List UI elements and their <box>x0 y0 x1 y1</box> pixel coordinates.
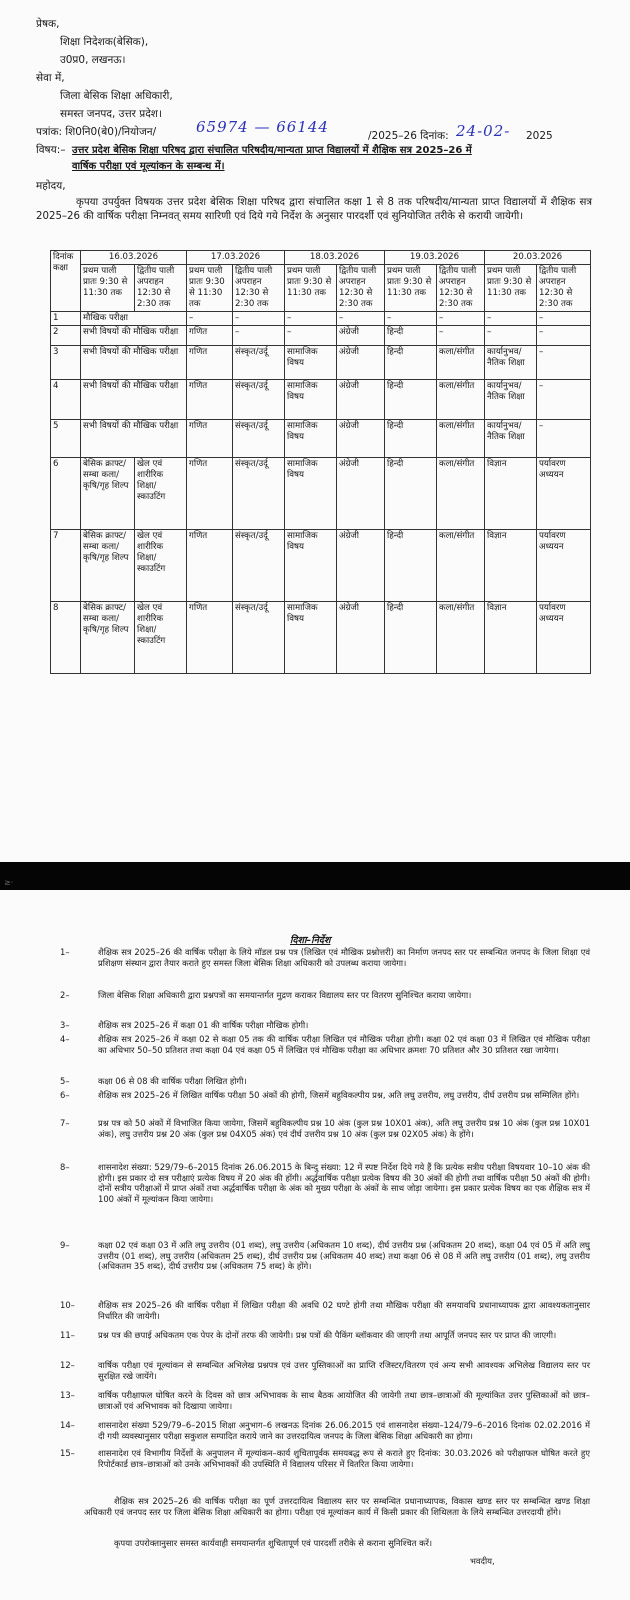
schedule-row <box>51 380 591 420</box>
subject-cell: खेल एवं शारीरिक शिक्षा/स्काउटिंग <box>135 530 187 602</box>
subject-cell: – <box>437 312 485 326</box>
subject-cell: कला/संगीत <box>437 602 485 674</box>
sender-name: शिक्षा निदेशक(बेसिक), <box>60 36 149 48</box>
subject-cell: विज्ञान <box>485 602 537 674</box>
shift-1-header: प्रथम पाली प्रातः 9:30 से 11:30 तक <box>485 265 537 312</box>
recipient-scope: समस्त जनपद, उत्तर प्रदेश। <box>60 108 162 120</box>
subject-cell: बेसिक क्राफ्ट/सम्बा कला/कृषि/गृह शिल्प <box>81 530 135 602</box>
schedule-row <box>51 312 591 326</box>
subject-cell: सामाजिक विषय <box>285 380 337 420</box>
reference-number-handwritten: 65974 — 66144 <box>196 118 329 136</box>
exam-schedule-table <box>50 250 591 674</box>
subject-cell: अंग्रेजी <box>337 346 385 380</box>
guideline-text: शासनादेश संख्या: 529/79–6–2015 दिनांक 26.06.2015 के बिन्दु संख्या: 12 में स्पष्ट निर्देश दिये गये हैं कि प्रत्येक सत्रीय परीक्षा विषयवार 10–10 अंक की होगी। इस प्रकार दो सत्र परीक्षाएं प्रत्येक विषय में 20 अंक की होंगी। अर्द्धवार्षिक परीक्षा प्रत्येक विषय की 30 अंकों की होगी तथा वार्षिक परीक्षा 50 अंकों की होगी। दोनों सत्रीय परीक्षाओं में प्राप्त अंकों तथा अर्द्धवार्षिक परीक्षा के अंक को मुख्य परीक्षा के अंकों के साथ जोड़ा जायेगा। इस प्रकार प्रत्येक विषय का एक शैक्षिक सत्र में 100 अंकों में मूल्यांकन किया जायेगा। <box>98 1162 590 1204</box>
schedule-date-row <box>51 251 591 265</box>
guideline-text: शैक्षिक सत्र 2025–26 में लिखित वार्षिक परीक्षा 50 अंकों की होगी, जिसमें बहुविकल्पीय प्रश्न, अति लघु उत्तरीय, लघु उत्तरीय, दीर्घ उत्तरीय प्रश्न सम्मिलित होंगे। <box>98 1090 580 1100</box>
shift-1-header: प्रथम पाली प्रातः 9:30 से 11:30 तक <box>187 265 233 312</box>
subject-cell: हिन्दी <box>385 602 437 674</box>
from-label: प्रेषक, <box>36 18 60 30</box>
guideline-number: 9– <box>60 1240 70 1250</box>
subject-cell: कला/संगीत <box>437 458 485 530</box>
subject-cell: अंग्रेजी <box>337 602 385 674</box>
subject-cell: खेल एवं शारीरिक शिक्षा/स्काउटिंग <box>135 458 187 530</box>
guideline-text: वार्षिक परीक्षा एवं मूल्यांकन से सम्बन्धित अभिलेख प्रश्नपत्र एवं उत्तर पुस्तिकाओं का प्राप्ति रजिस्टर/वितरण एवं अन्य सभी आवश्यक अभिलेख विद्यालय स्तर पर सुरक्षित रखे जायेंगे। <box>98 1360 590 1381</box>
subject-cell: गणित <box>187 602 233 674</box>
reference-year: /2025–26 दिनांक: <box>368 130 449 142</box>
subject-cell: सामाजिक विषय <box>285 346 337 380</box>
class-cell: 5 <box>51 420 81 458</box>
subject-cell: – <box>385 312 437 326</box>
subject-cell: सामाजिक विषय <box>285 420 337 458</box>
page-separator <box>0 862 630 890</box>
schedule-row <box>51 458 591 530</box>
subject-cell: सभी विषयों की मौखिक परीक्षा <box>81 420 187 458</box>
subject-cell: अंग्रेजी <box>337 458 385 530</box>
subject-label: विषय:– <box>36 144 66 156</box>
subject-cell: संस्कृत/उर्दू <box>233 420 285 458</box>
subject-cell: अंग्रेजी <box>337 380 385 420</box>
shift-2-header: द्वितीय पाली अपराहन 12:30 से 2:30 तक <box>233 265 285 312</box>
subject-cell: संस्कृत/उर्दू <box>233 380 285 420</box>
schedule-body <box>51 312 591 674</box>
guideline-number: 13– <box>60 1390 75 1400</box>
guideline-text: शासनादेश संख्या 529/79–6–2015 शिक्षा अनुभाग–6 लखनऊ दिनांक 26.06.2015 एवं शासनादेश संख्या–124/79–6–2016 दिनांक 02.02.2016 में दी गयी व्यवस्थानुसार परीक्षा सकुशल सम्पादित कराये जाने का उत्तरदायित्व जनपद के जिला बेसिक शिक्षा अधिकारी का होगा। <box>98 1420 590 1441</box>
subject-cell: गणित <box>187 326 233 346</box>
subject-cell: खेल एवं शारीरिक शिक्षा/स्काउटिंग <box>135 602 187 674</box>
subject-cell: – <box>485 326 537 346</box>
schedule-shift-row <box>51 265 591 312</box>
subject-cell: पर्यावरण अध्ययन <box>537 602 591 674</box>
subject-cell: गणित <box>187 458 233 530</box>
subject-cell: – <box>233 312 285 326</box>
class-cell: 8 <box>51 602 81 674</box>
subject-cell: बेसिक क्राफ्ट/सम्बा कला/कृषि/गृह शिल्प <box>81 458 135 530</box>
subject-line-1: उत्तर प्रदेश बेसिक शिक्षा परिषद द्वारा संचालित परिषदीय/मान्यता प्राप्त विद्यालयों में शैक्षिक सत्र 2025–26 में <box>72 145 472 156</box>
subject-cell: हिन्दी <box>385 530 437 602</box>
subject-line-2: वार्षिक परीक्षा एवं मूल्यांकन के सम्बन्ध में। <box>72 161 225 172</box>
schedule-row <box>51 530 591 602</box>
guidelines-title: दिशा–निर्देश <box>290 935 331 946</box>
subject-cell: सभी विषयों की मौखिक परीक्षा <box>81 346 187 380</box>
subject-cell: कला/संगीत <box>437 346 485 380</box>
guideline-number: 6– <box>60 1090 70 1100</box>
guideline-text: प्रश्न पत्र को 50 अंकों में विभाजित किया जायेगा, जिसमें बहुविकल्पीय प्रश्न 10 अंक (कुल प्रश्न 10X01 अंक), अति लघु उत्तरीय प्रश्न 10 अंक (कुल प्रश्न 10X01 अंक), लघु उत्तरीय प्रश्न 20 अंक (कुल प्रश्न 04X05 अंक) एवं दीर्घ उत्तरीय प्रश्न 10 अंक (कुल प्रश्न 02X05 अंक) के होंगे। <box>98 1118 590 1139</box>
subject-cell: – <box>537 420 591 458</box>
subject-cell: गणित <box>187 346 233 380</box>
subject-cell: – <box>187 312 233 326</box>
guideline-number: 12– <box>60 1360 75 1370</box>
class-cell: 4 <box>51 380 81 420</box>
subject-cell: कला/संगीत <box>437 380 485 420</box>
guideline-text: वार्षिक परीक्षाफल घोषित करने के दिवस को छात्र अभिभावक के साथ बैठक आयोजित की जायेगी तथा छात्र–छात्राओं की मूल्यांकित उत्तर पुस्तिकाओं को छात्र–छात्राओं एवं अभिभावक को दिखाया जायेगा। <box>98 1390 590 1411</box>
subject-cell: संस्कृत/उर्दू <box>233 602 285 674</box>
guideline-number: 11– <box>60 1330 75 1340</box>
date-header: 18.03.2026 <box>285 251 385 265</box>
guideline-text: शैक्षिक सत्र 2025–26 में कक्षा 02 से कक्षा 05 तक की वार्षिक परीक्षा लिखित एवं मौखिक परीक्षा होगी। कक्षा 02 एवं कक्षा 03 में लिखित एवं मौखिक परीक्षा का अधिभार 50–50 प्रतिशत तथा कक्षा 04 एवं कक्षा 05 में लिखित एवं मौखिक परीक्षा का अधिभार क्रमशः 70 प्रतिशत और 30 प्रतिशत रखा जायेगा। <box>98 1034 590 1055</box>
subject-cell: कार्यानुभव/नैतिक शिक्षा <box>485 380 537 420</box>
corner-cell <box>51 251 81 312</box>
subject-cell: सामाजिक विषय <box>285 530 337 602</box>
subject-cell: गणित <box>187 530 233 602</box>
corner-date-label: दिनांक <box>53 252 74 262</box>
scan-mark: ≥· <box>4 878 14 887</box>
guideline-number: 2– <box>60 990 70 1000</box>
shift-1-header: प्रथम पाली प्रातः 9:30 से 11:30 तक <box>81 265 135 312</box>
subject-cell: – <box>537 312 591 326</box>
subject-cell: – <box>233 326 285 346</box>
subject-cell: कार्यानुभव/नैतिक शिक्षा <box>485 346 537 380</box>
guideline-text: शैक्षिक सत्र 2025–26 की वार्षिक परीक्षा में लिखित परीक्षा की अवधि 02 घण्टे होगी तथा मौखिक परीक्षा की समयावधि प्रधानाध्यापक द्वारा आवश्यकतानुसार निर्धारित की जायेगी। <box>98 1300 590 1321</box>
guideline-text: कक्षा 06 से 08 की वार्षिक परीक्षा लिखित होगी। <box>98 1076 247 1086</box>
class-cell: 1 <box>51 312 81 326</box>
schedule-row <box>51 602 591 674</box>
subject-cell: हिन्दी <box>385 346 437 380</box>
subject-cell: सामाजिक विषय <box>285 602 337 674</box>
subject-cell: अंग्रेजी <box>337 420 385 458</box>
subject-cell: गणित <box>187 380 233 420</box>
sender-city: उ0प्र0, लखनऊ। <box>60 54 126 66</box>
subject-cell: हिन्दी <box>385 420 437 458</box>
guideline-text: जिला बेसिक शिक्षा अधिकारी द्वारा प्रश्नपत्रों का समयान्तर्गत मुद्रण कराकर विद्यालय स्तर पर वितरण सुनिश्चित कराया जायेगा। <box>98 990 472 1000</box>
subject-cell: – <box>285 312 337 326</box>
subject-cell: कला/संगीत <box>437 420 485 458</box>
subject-cell: संस्कृत/उर्दू <box>233 346 285 380</box>
date-header: 17.03.2026 <box>187 251 285 265</box>
reference-prefix: पत्रांक: शि0नि0(बे0)/नियोजन/ <box>36 126 157 138</box>
subject-cell: हिन्दी <box>385 458 437 530</box>
subject-cell: – <box>537 380 591 420</box>
subject-cell: सभी विषयों की मौखिक परीक्षा <box>81 380 187 420</box>
schedule-row <box>51 420 591 458</box>
intro-paragraph: कृपया उपर्युक्त विषयक उत्तर प्रदेश बेसिक शिक्षा परिषद द्वारा संचालित कक्षा 1 से 8 तक परिषदीय/मान्यता प्राप्त विद्यालयों में शैक्षिक सत्र 2025–26 की वार्षिक परीक्षा निम्नवत् समय सारिणी एवं दिये गये निर्देश के अनुसार पारदर्शी एवं सुनियोजित तरीके से करायी जायेगी। <box>36 197 592 222</box>
date-header: 16.03.2026 <box>81 251 187 265</box>
guideline-number: 14– <box>60 1420 75 1430</box>
guideline-number: 4– <box>60 1034 70 1044</box>
closing-paragraph: शैक्षिक सत्र 2025–26 की वार्षिक परीक्षा का पूर्ण उत्तरदायित्व विद्यालय स्तर पर सम्बन्धित प्रधानाध्यापक, विकास खण्ड स्तर पर सम्बन्धित खण्ड शिक्षा अधिकारी एवं जनपद स्तर पर जिला बेसिक शिक्षा अधिकारी का होगा। परीक्षा एवं मूल्यांकन कार्य में किसी प्रकार की शिथिलता के लिये सम्बन्धित उत्तरदायी होंगे। <box>84 1496 590 1517</box>
shift-1-header: प्रथम पाली प्रातः 9:30 से 11:30 तक <box>385 265 437 312</box>
subject-cell: बेसिक क्राफ्ट/सम्बा कला/कृषि/गृह शिल्प <box>81 602 135 674</box>
schedule-row <box>51 326 591 346</box>
subject-cell: – <box>537 326 591 346</box>
guideline-number: 5– <box>60 1076 70 1086</box>
subject-cell: अंग्रेजी <box>337 326 385 346</box>
corner-class-label: कक्षा <box>53 263 68 273</box>
guideline-number: 15– <box>60 1448 75 1458</box>
salutation: महोदय, <box>36 180 66 192</box>
subject-cell: मौखिक परीक्षा <box>81 312 187 326</box>
subject-cell: सामाजिक विषय <box>285 458 337 530</box>
guideline-number: 7– <box>60 1118 70 1128</box>
subject-cell: विज्ञान <box>485 530 537 602</box>
guideline-number: 1– <box>60 947 70 957</box>
subject-cell: पर्यावरण अध्ययन <box>537 530 591 602</box>
shift-2-header: द्वितीय पाली अपराहन 12:30 से 2:30 तक <box>337 265 385 312</box>
date-header: 19.03.2026 <box>385 251 485 265</box>
subject-cell: कला/संगीत <box>437 530 485 602</box>
class-cell: 2 <box>51 326 81 346</box>
subject-cell: – <box>485 312 537 326</box>
signoff: भवदीय, <box>470 1556 495 1566</box>
guideline-number: 8– <box>60 1162 70 1172</box>
request-line: कृपया उपरोक्तानुसार समस्त कार्यवाही समयान्तर्गत शुचितापूर्ण एवं पारदर्शी तरीके से कराना सुनिश्चित करें। <box>114 1538 433 1548</box>
subject-cell: पर्यावरण अध्ययन <box>537 458 591 530</box>
subject-cell: संस्कृत/उर्दू <box>233 530 285 602</box>
guideline-text: कक्षा 02 एवं कक्षा 03 में अति लघु उत्तरीय (01 शब्द), लघु उत्तरीय (अधिकतम 10 शब्द), दीर्घ उत्तरीय प्रश्न (अधिकतम 20 शब्द), कक्षा 04 एवं 05 में अति लघु उत्तरीय (01 शब्द), लघु उत्तरीय (अधिकतम 25 शब्द), दीर्घ उत्तरीय प्रश्न (अधिकतम 40 शब्द) तथा कक्षा 06 से 08 में अति लघु उत्तरीय (01 शब्द), लघु उत्तरीय (अधिकतम 35 शब्द), दीर्घ उत्तरीय प्रश्न (अधिकतम 75 शब्द) के होंगे। <box>98 1240 590 1272</box>
subject-cell: – <box>537 346 591 380</box>
schedule-row <box>51 346 591 380</box>
class-cell: 7 <box>51 530 81 602</box>
shift-2-header: द्वितीय पाली अपराहन 12:30 से 2:30 तक <box>135 265 187 312</box>
class-cell: 6 <box>51 458 81 530</box>
subject-cell: कार्यानुभव/नैतिक शिक्षा <box>485 420 537 458</box>
subject-cell: हिन्दी <box>385 326 437 346</box>
subject-cell: – <box>437 326 485 346</box>
subject-cell: – <box>337 312 385 326</box>
subject-cell: हिन्दी <box>385 380 437 420</box>
guideline-text: प्रश्न पत्र की छपाई अधिकतम एक पेपर के दोनों तरफ की जायेगी। प्रश्न पत्रों की पैकिंग ब्लॉकवार की जाएगी तथा आपूर्ति जनपद स्तर पर प्राप्त की जाएगी। <box>98 1330 557 1340</box>
guideline-text: शैक्षिक सत्र 2025–26 में कक्षा 01 की वार्षिक परीक्षा मौखिक होगी। <box>98 1020 309 1030</box>
reference-date-handwritten: 24-02- <box>456 122 511 140</box>
guideline-text: शैक्षिक सत्र 2025–26 की वार्षिक परीक्षा के लिये मॉडल प्रश्न पत्र (लिखित एवं मौखिक प्रश्नोत्तरी) का निर्माण जनपद स्तर पर सम्बन्धित जनपद के जिला शिक्षा एवं प्रशिक्षण संस्थान द्वारा तैयार कराते हुए समस्त जिला बेसिक शिक्षा अधिकारी को उपलब्ध कराया जायेगा। <box>98 947 590 968</box>
subject-cell: गणित <box>187 420 233 458</box>
date-header: 20.03.2026 <box>485 251 591 265</box>
subject-cell: संस्कृत/उर्दू <box>233 458 285 530</box>
to-label: सेवा में, <box>36 72 65 84</box>
subject-cell: विज्ञान <box>485 458 537 530</box>
subject-cell: अंग्रेजी <box>337 530 385 602</box>
recipient-name: जिला बेसिक शिक्षा अधिकारी, <box>60 90 173 102</box>
subject-cell: सभी विषयों की मौखिक परीक्षा <box>81 326 187 346</box>
class-cell: 3 <box>51 346 81 380</box>
shift-2-header: द्वितीय पाली अपराहन 12:30 से 2:30 तक <box>437 265 485 312</box>
guideline-number: 3– <box>60 1020 70 1030</box>
subject-cell: – <box>285 326 337 346</box>
guideline-text: शासनादेश एवं विभागीय निर्देशों के अनुपालन में मूल्यांकन–कार्य शुचितापूर्वक समयबद्ध रूप से कराते हुए दिनांक: 30.03.2026 को परीक्षाफल घोषित करते हुए रिपोर्टकार्ड छात्र–छात्राओं को उनके अभिभावकों की उपस्थिति में विद्यालय परिसर में वितरित किया जायेगा। <box>98 1448 590 1469</box>
guideline-number: 10– <box>60 1300 75 1310</box>
shift-1-header: प्रथम पाली प्रातः 9:30 से 11:30 तक <box>285 265 337 312</box>
reference-year-end: 2025 <box>526 130 553 142</box>
shift-2-header: द्वितीय पाली अपराहन 12:30 से 2:30 तक <box>537 265 591 312</box>
